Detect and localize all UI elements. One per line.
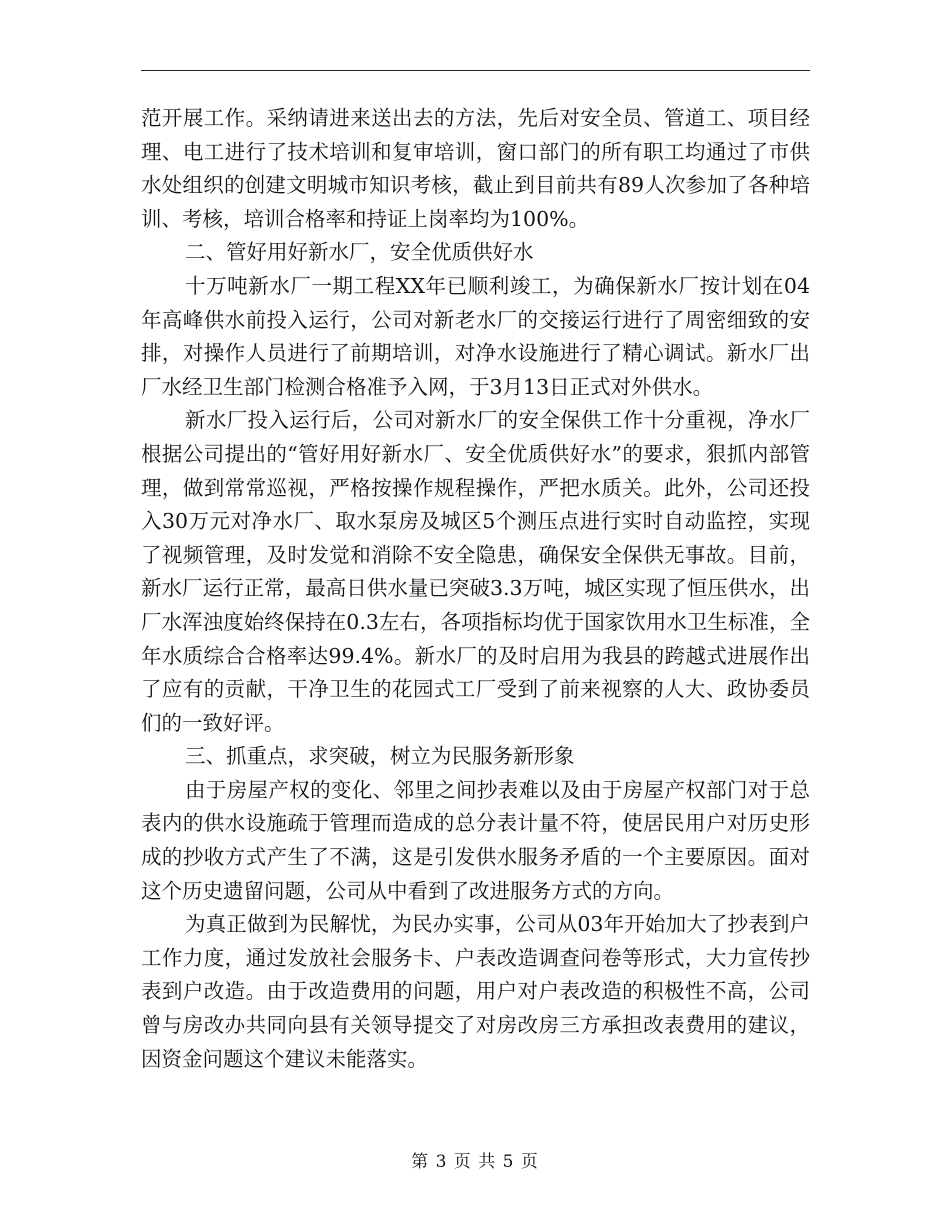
page-number: 第 3 页 共 5 页 <box>411 1152 539 1172</box>
paragraph-meter-reform: 为真正做到为民解忧，为民办实事，公司从03年开始加大了抄表到户工作力度，通过发放社会服务卡、户表改造调查问卷等形式，大力宣传抄表到户改造。由于改造费用的问题，用户对户表改造的积极性不高，公司曾与房改办共同向县有关领导提交了对房改房三方承担改表费用的建议，因资金问题这个建议未能落实。 <box>141 912 810 1071</box>
paragraph-continued: 范开展工作。采纳请进来送出去的方法，先后对安全员、管道工、项目经理、电工进行了技术培训和复审培训，窗口部门的所有职工均通过了市供水处组织的创建文明城市知识考核，截止到目前共有89人次参加了各种培训、考核，培训合格率和持证上岗率均为100%。 <box>141 106 810 231</box>
paragraph-plant-operation: 新水厂投入运行后，公司对新水厂的安全保供工作十分重视，净水厂根据公司提出的“管好用好新水厂、安全优质供好水”的要求，狠抓内部管理，做到常常巡视，严格按操作规程操作，严把水质关。此外，公司还投入30万元对净水厂、取水泵房及城区5个测压点进行实时自动监控，实现了视频管理，及时发觉和消除不安全隐患，确保安全保供无事故。目前，新水厂运行正常，最高日供水量已突破3.3万吨，城区实现了恒压供水，出厂水浑浊度始终保持在0.3左右，各项指标均优于国家饮用水卫生标准，全年水质综合合格率达99.4%。新水厂的及时启用为我县的跨越式进展作出了应有的贡献，干净卫生的花园式工厂受到了前来视察的人大、政协委员们的一致好评。 <box>141 408 810 735</box>
section-heading-3: 三、抓重点，求突破，树立为民服务新形象 <box>185 744 575 769</box>
section-heading-2: 二、管好用好新水厂，安全优质供好水 <box>185 240 534 265</box>
paragraph-meter-issue: 由于房屋产权的变化、邻里之间抄表难以及由于房屋产权部门对于总表内的供水设施疏于管理而造成的总分表计量不符，使居民用户对历史形成的抄收方式产生了不满，这是引发供水服务矛盾的一个主要原因。面对这个历史遗留问题，公司从中看到了改进服务方式的方向。 <box>141 777 810 903</box>
paragraph-new-plant: 十万吨新水厂一期工程XX年已顺利竣工，为确保新水厂按计划在04年高峰供水前投入运行，公司对新老水厂的交接运行进行了周密细致的安排，对操作人员进行了前期培训，对净水设施进行了精心调试。新水厂出厂水经卫生部门检测合格准予入网，于3月13日正式对外供水。 <box>141 273 810 399</box>
header-rule <box>141 70 810 71</box>
document-body <box>141 102 810 1076</box>
